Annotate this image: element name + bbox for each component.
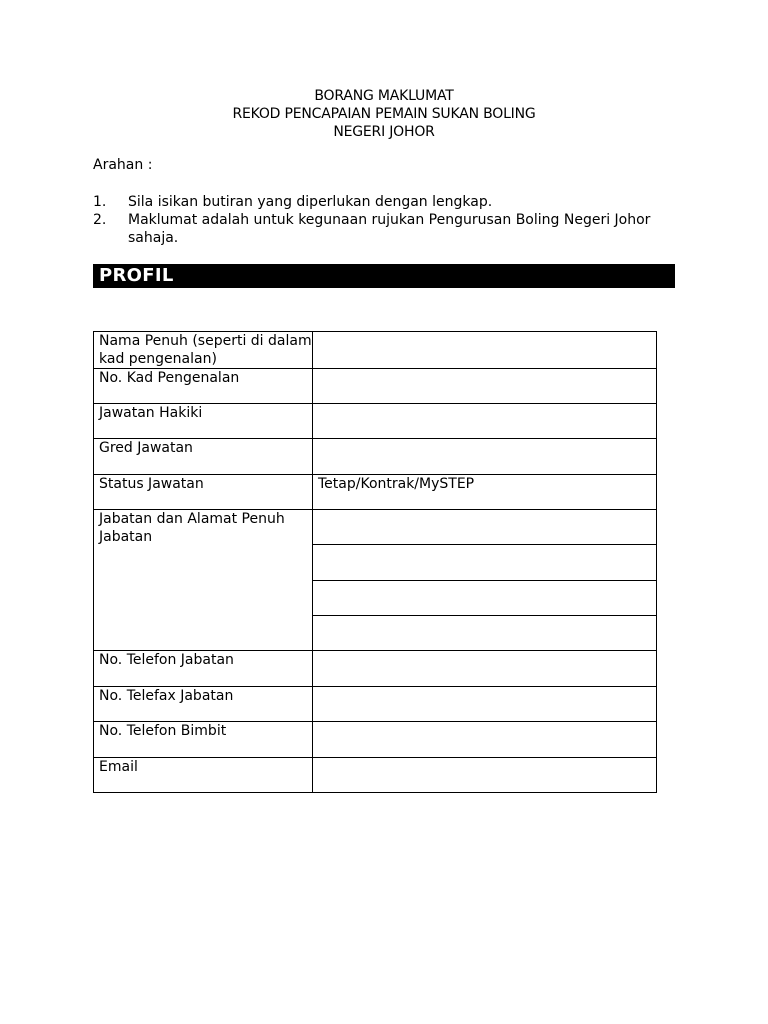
field-value-cell[interactable] [313, 332, 657, 369]
field-value-cell[interactable] [313, 651, 657, 687]
table-row [94, 651, 657, 687]
field-value-cell[interactable] [313, 758, 657, 793]
field-label: Status Jawatan [94, 475, 313, 510]
field-value-cell[interactable] [313, 616, 657, 651]
instruction-number: 2. [93, 212, 107, 228]
field-value-cell[interactable] [313, 722, 657, 758]
instruction-number: 1. [93, 194, 107, 210]
field-label: Jabatan dan Alamat Penuh Jabatan [94, 510, 313, 651]
form-title-line-3: NEGERI JOHOR [333, 124, 435, 140]
table-row [94, 332, 657, 369]
table-row [94, 439, 657, 475]
table-row [94, 687, 657, 722]
field-label: Email [94, 758, 313, 793]
profile-form-table [93, 331, 657, 793]
instructions-heading: Arahan : [93, 157, 153, 173]
field-value-cell[interactable] [313, 510, 657, 545]
field-label: Nama Penuh (seperti di dalam kad pengenalan) [94, 332, 313, 369]
table-row [94, 722, 657, 758]
field-value-cell[interactable]: Tetap/Kontrak/MySTEP [313, 475, 657, 510]
field-value-cell[interactable] [313, 581, 657, 616]
instruction-text: Sila isikan butiran yang diperlukan dengan lengkap. [128, 194, 493, 210]
table-row [94, 475, 657, 510]
section-header-bar [93, 264, 675, 288]
table-row [94, 510, 657, 545]
field-value-cell[interactable] [313, 687, 657, 722]
instruction-text-continued: sahaja. [128, 230, 179, 246]
field-label: No. Telefax Jabatan [94, 687, 313, 722]
field-label: No. Telefon Jabatan [94, 651, 313, 687]
table-row [94, 404, 657, 439]
field-value-cell[interactable] [313, 404, 657, 439]
table-row [94, 758, 657, 793]
instruction-text: Maklumat adalah untuk kegunaan rujukan Pengurusan Boling Negeri Johor [128, 212, 651, 228]
field-value-cell[interactable] [313, 439, 657, 475]
field-label: No. Kad Pengenalan [94, 369, 313, 404]
field-value-cell[interactable] [313, 545, 657, 581]
field-label: Jawatan Hakiki [94, 404, 313, 439]
table-row [94, 369, 657, 404]
section-title: PROFIL [99, 265, 174, 286]
form-title-line-1: BORANG MAKLUMAT [314, 88, 454, 104]
field-label: Gred Jawatan [94, 439, 313, 475]
form-title-line-2: REKOD PENCAPAIAN PEMAIN SUKAN BOLING [232, 106, 536, 122]
field-value-cell[interactable] [313, 369, 657, 404]
field-label: No. Telefon Bimbit [94, 722, 313, 758]
